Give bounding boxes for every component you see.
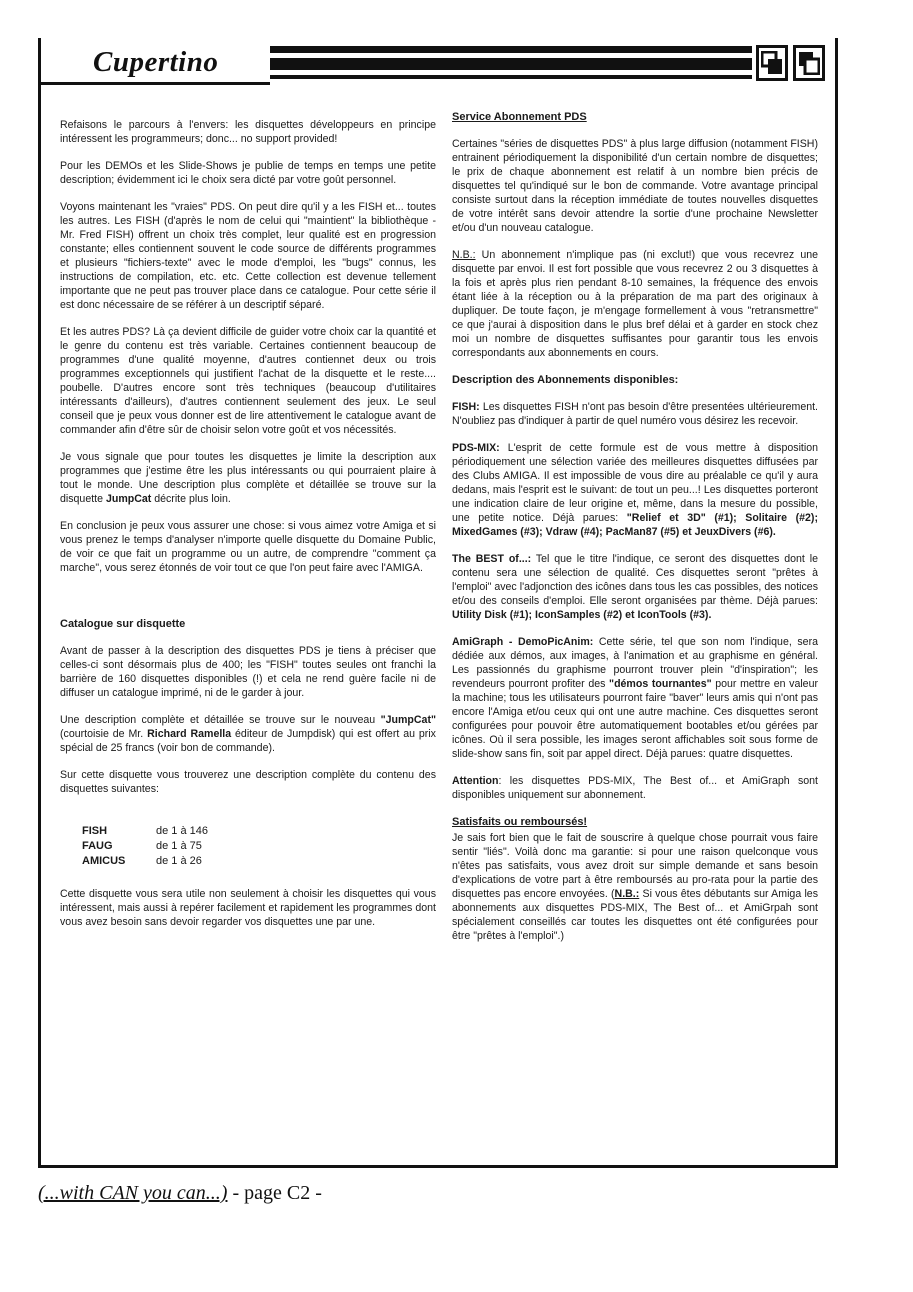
text-run: Cette série, tel que son nom l'indique, sera dédiée aux démos, aux images, à l'animation et au graphisme en général. Les passionnés du graphisme pourront trouver plein "d'inspiration"; les revendeurs pourront profiter des [452,636,818,690]
paragraph: Avant de passer à la description des disquettes PDS je tiens à préciser que celles-ci sont désormais plus de 400; les "FISH" toutes seules ont franchi la barrière de 160 disquettes disponibles (!) et cela ne rend guère facile ni de diffuser un catalogue imprimé, ni de le garder à jour. [60,645,436,699]
section-heading-service: Service Abonnement PDS [452,111,587,123]
window-front-icon [793,45,825,81]
pdsmix-label: PDS-MIX: [452,442,500,454]
paragraph [452,441,818,539]
paragraph [60,450,436,506]
section-heading-satisfaits: Satisfaits ou remboursés! [452,816,588,828]
series-name: FAUG [82,840,113,852]
text-run: Et les autres PDS? Là ça devient difficile de guider votre choix car la quantité et le genre du contenu est très variable. Certaines contiennent beaucoup de programmes d'une qualité moyenne, d'autres contiennet deux ou trois programmes exceptionnels qui justifient l'achat de la disquette et le reste.... poubelle. D'autres encore sont très techniques (beaucoup d'utilitaires intéressants d'ailleurs), d'autres contiennent seu [60,326,436,408]
header-bar [270,58,752,70]
page-header [38,38,838,88]
paragraph [452,831,818,943]
series-range: de 1 à 146 [156,825,208,837]
nb-label: N.B.: [452,249,476,261]
amigraph-label: AmiGraph - DemoPicAnim: [452,636,594,648]
text-run: Je vous signale que pour toutes les disquettes je limite la description aux programmes que j'estime être les plus intéressants ou qui pourraient plaire à tout le monde. Une description plus complète et détaillée se trouve sur la disquette [60,451,436,505]
page-title: Cupertino [93,46,219,78]
disk-range-table [82,824,226,869]
paragraph: Sur cette disquette vous trouverez une description complète du contenu des disquettes suivantes: [60,769,436,795]
jumpcat-name: "JumpCat" [380,714,436,726]
fish-label: FISH: [452,401,480,413]
text-run: : les disquettes PDS-MIX, The Best of... et AmiGraph sont disponibles uniquement sur abonnement. [452,775,818,801]
jumpcat-name: JumpCat [105,493,152,505]
section-heading-descriptions: Description des Abonnements disponibles: [452,374,679,386]
table-row [82,824,226,839]
attention-label: Attention [452,775,499,787]
text-run: décrite plus loin. [151,493,231,505]
table-row [82,839,226,854]
paragraph: En conclusion je peux vous assurer une chose: si vous aimez votre Amiga et si vous prenez le temps d'analyser n'importe quelle disquette du Domaine Public, de voir ce que fait un programme ou un autre, de comprendre "comment ça marche", vous serez étonnés de voir tout ce que l'on peut faire avec l'AMIGA. [60,520,436,574]
pdsmix-titles: "Relief et 3D" (#1); Solitaire (#2); MixedGames (#3); Vdraw (#4); PacMan87 (#5) et JeuxDivers (#6). [452,512,818,538]
text-run: Tel que le titre l'indique, ce seront des disquettes dont le contenu sera une sélection de qualité. Ces disquettes seront "prêtes à l'emploi" avec l'adjonction des icônes dans tous les cas possibles, des notices et/ou des conseils d'emploi. Elle seront organisées par thème. Déjà parues: [452,553,818,607]
paragraph: Voyons maintenant les "vraies" PDS. On peut dire qu'il y a les FISH et... toutes les autres. Les FISH (d'après le nom de celui qui "maintient" la bibliothèque - Mr. Fred FISH) offrent un choix très complet, leur qualité est en progression constante; elles contiennent souvent le code source de différents programmes et plusieurs "fichiers-texte" avec le mode d'emploi, les "bugs" connus, les instructions de compilation, etc. etc. Cette collection est devenue tellement importante que ne peut pas trouver place dans ce catalogue. Pour cette série il est donc nécessaire de se référer à un descriptif séparé. [60,201,436,311]
window-back-icon [756,45,788,81]
best-label: The BEST of...: [452,553,532,565]
right-column [452,110,818,956]
series-range: de 1 à 75 [156,840,202,852]
text-run: Une description complète et détaillée se trouve sur le nouveau [60,714,381,726]
page-number: - page C2 - [227,1182,322,1204]
paragraph [452,774,818,802]
text-run: Je sais fort bien que le fait de souscrire à quelque chose pourrait vous faire sentir "liés". Voilà donc ma garantie: si pour une raison quelconque vous n'êtes pas satisfaits, vous avez droit sur simple demande et sans besoin d'explications de votre part à être remboursés au pro-rata pour la partie des disquettes pas encore envoyées. ( [452,832,818,900]
demos-tournantes: "démos tournantes" [609,678,712,690]
paragraph: Pour les DEMOs et les Slide-Shows je publie de temps en temps une petite description; évidemment ici le choix sera dicté par votre goût personnel. [60,160,436,186]
text-run: L'esprit de cette formule est de vous mettre à disposition périodiquement une sélection variée des meilleures disquettes diffusées par des Clubs AMIGA. Il est impossible de vous dire au préalable ce qu'il y aura dedans, mais l'esprit est le suivant: de tout un peu...! Les disquettes porteront une indication claire de leur origine et, même, dans la mesure du possible, une petite notice. Déjà parues: [452,442,818,524]
text-run: (courtoisie de Mr. [60,728,148,740]
series-range: de 1 à 26 [156,855,202,867]
paragraph [60,713,436,755]
text-run: Les disquettes FISH n'ont pas besoin d'être presentées ultérieurement. N'oubliez pas d'indiquer à partir de quel numéro vous désirez les recevoir. [452,401,818,427]
paragraph: Certaines "séries de disquettes PDS" à plus large diffusion (notamment FISH) entrainent périodiquement la disponibilité d'un certain nombre de disquettes; le prix de chaque abonnement est relatif à un nombre bien précis de disquettes tel qu'indiqué sur le bon de commande. Votre avantage principal consiste surtout dans la réception immédiate de toutes nouvelles disquettes de votre intérêt sans devoir attendre la sortie d'une prochaine Newsletter et/ou d'un nouveau catalogue. [452,138,818,234]
left-column [60,118,436,942]
footer-tagline: (...with CAN you can...) [38,1182,228,1204]
page-footer [38,1182,322,1205]
paragraph [452,248,818,360]
text-run: lement des jeux. Le seul conseil que je peux vous donner est de lire attentivement le catalogue avant de commander afin d'être sûr de choisir selon votre goût et vos nécessités. [60,396,436,436]
paragraph [452,552,818,622]
header-rule [38,82,270,85]
paragraph: Refaisons le parcours à l'envers: les disquettes développeurs en principe intéressent les programmeurs; donc... no support provided! [60,119,436,145]
text-run: Si vous êtes débutants sur Amiga les abonnements aux disquettes PDS-MIX, The Best of... et AmiGrpah sont spécialement conseillés car toutes les disquettes ont été configurées pour être "prêtes à l'emploi".) [452,888,818,942]
paragraph: Cette disquette vous sera utile non seulement à choisir les disquettes qui vous intéressent, mais aussi à repérer facilement et rapidement les programmes dont vous avez besoin sans devoir regarder vos disquettes une par une. [60,888,436,928]
paragraph [452,400,818,428]
paragraph [60,325,436,437]
paragraph [452,635,818,761]
text-run: pour mettre en valeur la machine; tous les utilisateurs pourront faire "baver" leurs amis qui n'ont pas encore l'Amiga et/ou ceux qui ont une autre machine. Ces disquettes seront configurées pour pouvoir être automatiquement bootables et/ou gérées par icônes. Où il sera possible, les images seront affichables soit sous forme de slide-show sans fin, soit par appel direct. Déjà parues: quatre disquettes. [452,678,818,760]
series-name: AMICUS [82,855,126,867]
table-row [82,854,226,869]
best-titles: Utility Disk (#1); IconSamples (#2) et IconTools (#3). [452,609,712,621]
series-name: FISH [82,825,108,837]
section-heading-catalogue: Catalogue sur disquette [60,618,186,630]
nb-label: N.B.: [614,888,640,900]
text-run: éditeur de Jumpdisk) qui est offert au prix spécial de 25 francs (voir bon de commande). [60,728,436,754]
author-name: Richard Ramella [147,728,232,740]
text-run: Un abonnement n'implique pas (ni exclut!) que vous recevrez une disquette par envoi. Il est fort possible que vous recevrez 2 ou 3 disquettes à la fois et après plus rien pendant 8-10 semaines, la fréquence des envois étant liée à la réception ou à la préparation de ma part des originaux à dupliquer. De toute façon, je m'engage formellement à vous "retransmettre" ce que j'aurai à disposition dans le plus bref délai et à garder en stock chez moi un nombre de disquettes suffisantes pour garantir tous les envois correspondants aux abonnements en cours. [452,249,818,359]
header-bar [270,75,752,79]
header-bar [270,46,752,53]
